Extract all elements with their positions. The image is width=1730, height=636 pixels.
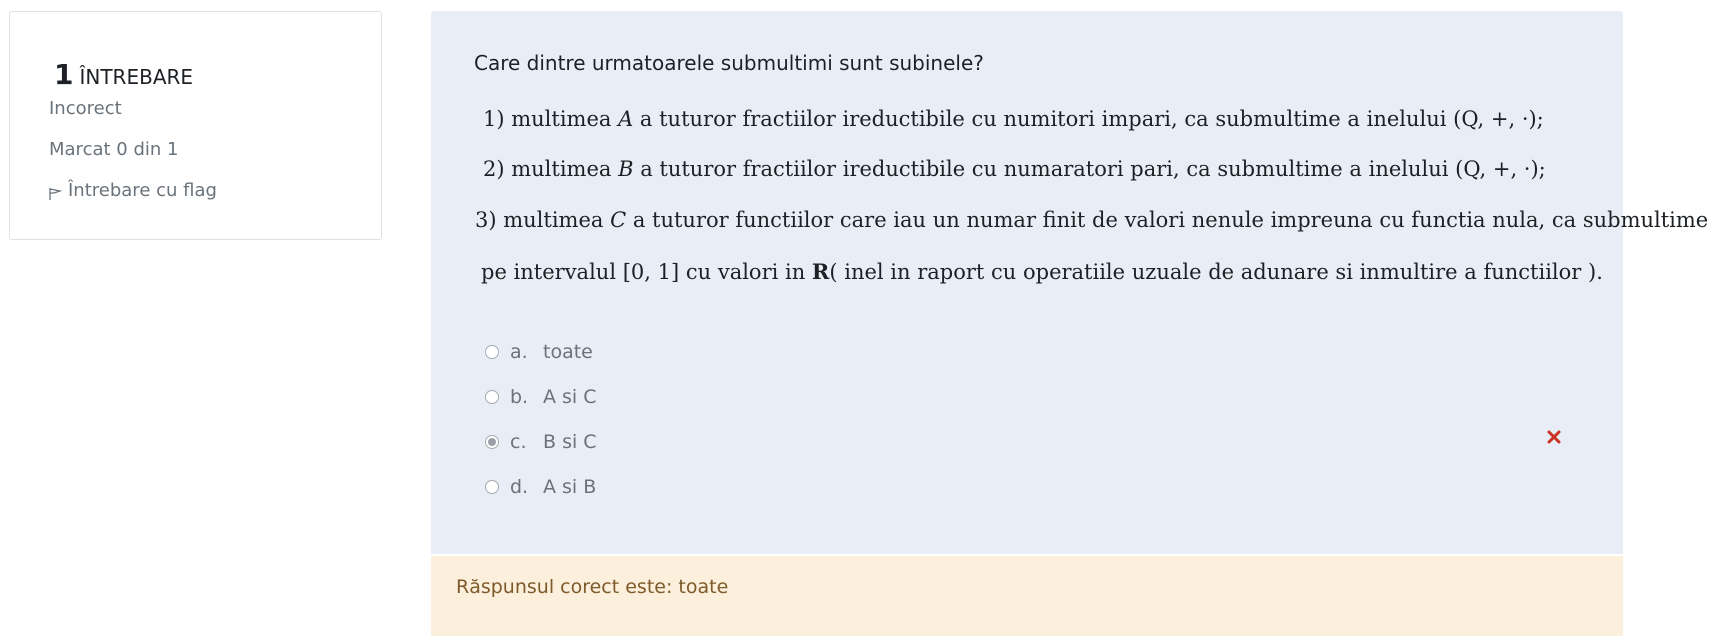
option-letter: d. bbox=[510, 476, 529, 498]
radio-button[interactable] bbox=[485, 390, 499, 404]
radio-button-selected[interactable] bbox=[485, 435, 499, 449]
question-number bbox=[54, 58, 193, 91]
answer-option-d[interactable] bbox=[485, 476, 596, 498]
right-answer-text: Răspunsul corect este: toate bbox=[456, 576, 729, 598]
question-info-panel bbox=[9, 11, 382, 240]
ring-notation: (Q, +, ·); bbox=[1455, 157, 1546, 181]
radio-button[interactable] bbox=[485, 345, 499, 359]
option-letter: b. bbox=[510, 386, 529, 408]
ring-notation: (Q, +, ·); bbox=[1453, 107, 1544, 131]
question-prompt: Care dintre urmatoarele submultimi sunt subinele? bbox=[474, 51, 984, 75]
statement-1: 1) multimea A a tuturor fractiilor ireductibile cu numitori impari, ca submultime a inelului (Q, +, ·); bbox=[483, 107, 1544, 131]
question-state: Incorect bbox=[49, 98, 122, 119]
option-text: A si B bbox=[543, 476, 597, 498]
flag-icon bbox=[49, 187, 62, 201]
flag-question-link[interactable] bbox=[49, 180, 217, 201]
question-formulation bbox=[431, 11, 1709, 554]
answer-option-a[interactable] bbox=[485, 341, 593, 363]
option-letter: a. bbox=[510, 341, 528, 363]
statement-2: 2) multimea B a tuturor fractiilor ireductibile cu numaratori pari, ca submultime a inelului (Q, +, ·); bbox=[483, 157, 1546, 181]
statement-3-continued: pe intervalul [0, 1] cu valori in R( inel in raport cu operatiile uzuale de adunare si inmultire a functiilor ). bbox=[481, 259, 1603, 284]
answer-option-c[interactable] bbox=[485, 431, 597, 453]
feedback-panel bbox=[431, 556, 1623, 636]
option-text: A si C bbox=[543, 386, 597, 408]
question-grade: Marcat 0 din 1 bbox=[49, 139, 179, 160]
option-text: toate bbox=[543, 341, 593, 363]
cross-icon bbox=[1547, 430, 1561, 444]
statement-3: 3) multimea C a tuturor functiilor care iau un numar finit de valori nenule impreuna cu functia nula, ca submultime bbox=[475, 208, 1709, 232]
flag-label: Întrebare cu flag bbox=[68, 180, 217, 201]
answer-option-b[interactable] bbox=[485, 386, 597, 408]
option-letter: c. bbox=[510, 431, 527, 453]
question-number-value: 1 bbox=[54, 58, 74, 91]
question-label: ÎNTREBARE bbox=[79, 65, 194, 89]
radio-button[interactable] bbox=[485, 480, 499, 494]
option-text: B si C bbox=[543, 431, 597, 453]
